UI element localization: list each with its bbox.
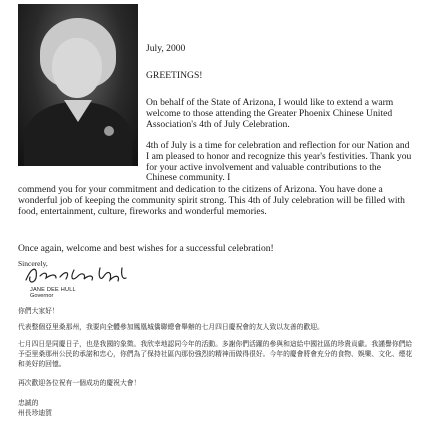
handwritten-signature	[22, 264, 132, 286]
letter-date: July, 2000	[146, 43, 186, 54]
letter-closing: Sincerely,	[18, 259, 48, 268]
chinese-paragraph-3: 再次歡迎各位祝有一個成功的慶祝大會！	[18, 379, 141, 387]
letter-paragraph-3: commend you for your commitment and dedication to the citizens of Arizona. You have done a wonderful job of keeping the community spirit strong. This 4th of July celebration will be filled with food, entertainment, culture, fireworks and wonderful memories.	[18, 184, 405, 217]
signer-title: Governor	[30, 293, 54, 299]
portrait-face	[52, 38, 102, 98]
chinese-paragraph-1: 代表整個亞里桑那州，我要向全體參加鳳凰城僑聯總會舉辦的七月四日慶祝會的友人致以友善的歡迎。	[18, 323, 324, 331]
letter-greeting: GREETINGS!	[146, 70, 203, 81]
governor-portrait	[18, 4, 138, 166]
chinese-signer: 州長珍迪賀	[18, 409, 52, 417]
chinese-salutation: 你們大家好！	[18, 307, 59, 315]
letter-paragraph-1: On behalf of the State of Arizona, I would like to extend a warm welcome to those attending the Greater Phoenix Chinese United Association's 4th of July Celebration.	[146, 97, 394, 130]
portrait-brooch	[104, 126, 114, 136]
signer-name: JANE DEE HULL	[30, 287, 76, 293]
chinese-closing: 忠誠的	[18, 399, 39, 407]
letter-paragraph-2: 4th of July is a time for celebration and reflection for our Nation and I am pleased to honor and recognize this year's festivities. Thank you for your active involvement and valuable contributions to the Chinese community. I	[146, 140, 412, 184]
letter-paragraph-4: Once again, welcome and best wishes for a successful celebration!	[18, 243, 274, 254]
chinese-paragraph-2: 七月四日是同慶日子，也是我國的象徵。我欣幸地認同今年的活動。多謝你們活躍的參與和這給中國社區的珍貴貢獻。我謹譽你們給予亞里桑那州公民的承諾和忠心，你們為了保持社區內那份強烈的精神而做得很好。今年的慶會將會充分的食物、娛樂、文化、煙花和美好的回憶。	[18, 340, 413, 368]
